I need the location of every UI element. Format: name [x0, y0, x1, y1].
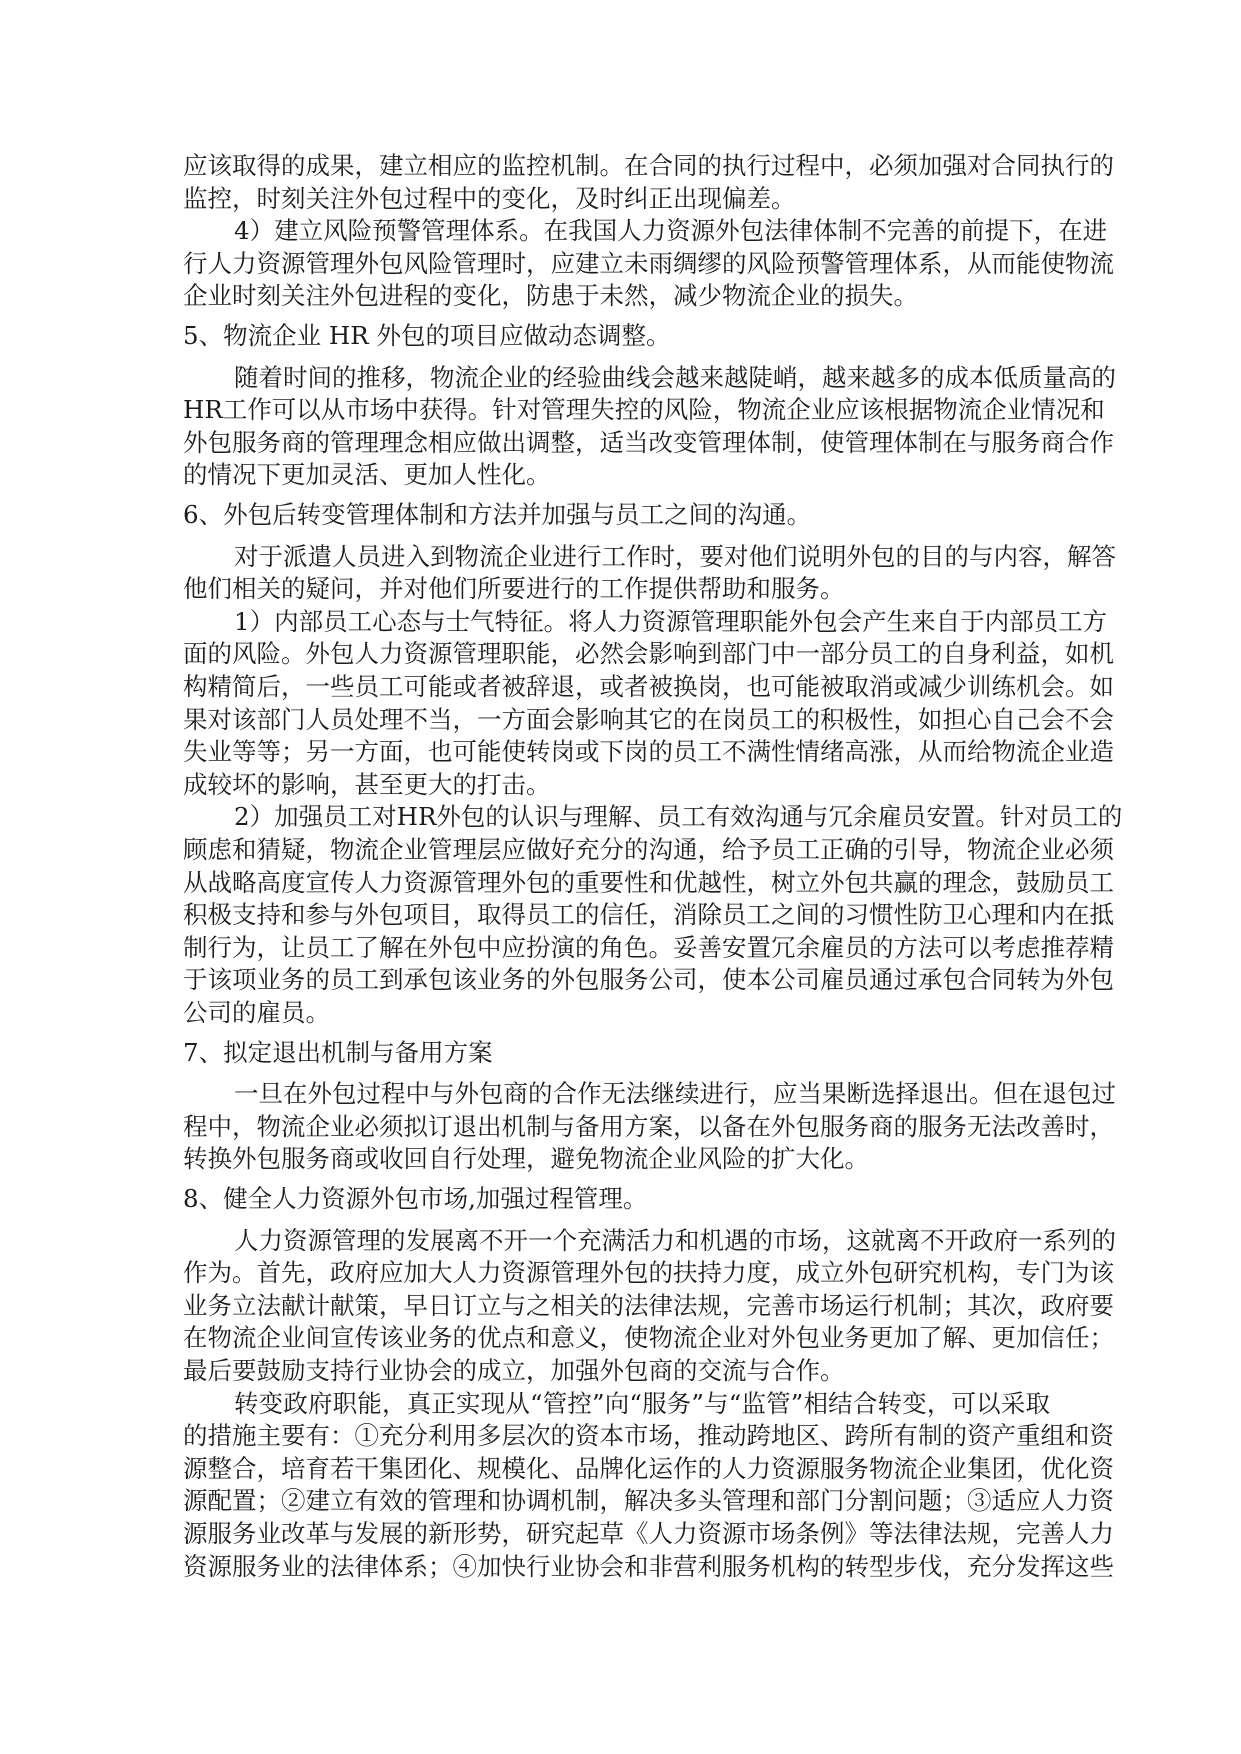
- text-line: 随着时间的推移，物流企业的经验曲线会越来越陡峭，越来越多的成本低质量高的: [234, 362, 1116, 392]
- text-line: 转变政府职能，真正实现从“管控”向“服务”与“监管”相结合转变，可以采取: [234, 1388, 1050, 1418]
- heading-text: 7、拟定退出机制与备用方案: [183, 1037, 493, 1067]
- text-line: 失业等等；另一方面，也可能使转岗或下岗的员工不满性情绪高涨，从而给物流企业造: [183, 737, 1114, 767]
- text-line: 监控，时刻关注外包过程中的变化，及时纠正出现偏差。: [183, 183, 796, 213]
- text-line: 企业时刻关注外包进程的变化，防患于未然，减少物流企业的损失。: [183, 281, 918, 311]
- text-line: 资源服务业的法律体系；④加快行业协会和非营利服务机构的转型步伐，充分发挥这些: [183, 1551, 1114, 1581]
- text-line: 源服务业改革与发展的新形势，研究起草《人力资源市场条例》等法律法规，完善人力: [183, 1519, 1114, 1548]
- text-line: 在物流企业间宣传该业务的优点和意义，使物流企业对外包业务更加了解、更加信任；: [183, 1323, 1114, 1353]
- text-line: 果对该部门人员处理不当，一方面会影响其它的在岗员工的积极性，如担心自己会不会: [183, 704, 1114, 734]
- text-line: 于该项业务的员工到承包该业务的外包服务公司，使本公司雇员通过承包合同转为外包: [183, 965, 1114, 995]
- text-line: 制行为，让员工了解在外包中应扮演的角色。妥善安置冗余雇员的方法可以考虑推荐精: [183, 932, 1114, 962]
- heading-text: 6、外包后转变管理体制和方法并加强与员工之间的沟通。: [183, 500, 812, 529]
- text-line: 对于派遣人员进入到物流企业进行工作时，要对他们说明外包的目的与内容，解答: [234, 541, 1116, 571]
- text-line: 成较坏的影响，甚至更大的打击。: [183, 769, 551, 799]
- text-line: 构精简后，一些员工可能或者被辞退，或者被换岗，也可能被取消或减少训练机会。如: [183, 672, 1114, 701]
- text-line: 作为。首先，政府应加大人力资源管理外包的扶持力度，成立外包研究机构，专门为该: [183, 1258, 1114, 1288]
- text-line: 的情况下更加灵活、更加人性化。: [183, 460, 551, 490]
- text-line: 积极支持和参与外包项目，取得员工的信任，消除员工之间的习惯性防卫心理和内在抵: [183, 900, 1114, 930]
- text-line: HR工作可以从市场中获得。针对管理失控的风险，物流企业应该根据物流企业情况和: [183, 395, 1105, 425]
- heading-text: 8、健全人力资源外包市场,加强过程管理。: [183, 1184, 648, 1213]
- text-line: 应该取得的成果，建立相应的监控机制。在合同的执行过程中，必须加强对合同执行的: [183, 151, 1114, 180]
- text-line: 行人力资源管理外包风险管理时，应建立未雨绸缪的风险预警管理体系，从而能使物流: [183, 248, 1114, 278]
- text-line: 4）建立风险预警管理体系。在我国人力资源外包法律体制不完善的前提下，在进: [234, 216, 1108, 246]
- heading-text: 5、物流企业 HR 外包的项目应做动态调整。: [183, 321, 671, 350]
- text-line: 从战略高度宣传人力资源管理外包的重要性和优越性，树立外包共赢的理念，鼓励员工: [183, 867, 1114, 897]
- text-line: 1）内部员工心态与士气特征。将人力资源管理职能外包会产生来自于内部员工方: [234, 606, 1108, 636]
- text-line: 源整合，培育若干集团化、规模化、品牌化运作的人力资源服务物流企业集团，优化资: [183, 1453, 1114, 1483]
- text-line: 业务立法献计献策，早日订立与之相关的法律法规，完善市场运行机制；其次，政府要: [183, 1290, 1114, 1320]
- text-line: 顾虑和猜疑，物流企业管理层应做好充分的沟通，给予员工正确的引导，物流企业必须: [183, 835, 1114, 864]
- text-line: 一旦在外包过程中与外包商的合作无法继续进行，应当果断选择退出。但在退包过: [234, 1079, 1116, 1109]
- text-line: 外包服务商的管理理念相应做出调整，适当改变管理体制，使管理体制在与服务商合作: [183, 427, 1114, 457]
- text-line: 转换外包服务商或收回自行处理，避免物流企业风险的扩大化。: [183, 1144, 869, 1174]
- text-line: 人力资源管理的发展离不开一个充满活力和机遇的市场，这就离不开政府一系列的: [234, 1225, 1116, 1255]
- text-line: 的措施主要有：①充分利用多层次的资本市场，推动跨地区、跨所有制的资产重组和资: [183, 1421, 1114, 1451]
- text-line: 他们相关的疑问，并对他们所要进行的工作提供帮助和服务。: [183, 574, 845, 604]
- text-line: 最后要鼓励支持行业协会的成立，加强外包商的交流与合作。: [183, 1356, 845, 1385]
- text-line: 程中，物流企业必须拟订退出机制与备用方案，以备在外包服务商的服务无法改善时，: [183, 1111, 1114, 1141]
- text-line: 面的风险。外包人力资源管理职能，必然会影响到部门中一部分员工的自身利益，如机: [183, 639, 1114, 669]
- text-line: 2）加强员工对HR外包的认识与理解、员工有效沟通与冗余雇员安置。针对员工的: [234, 802, 1123, 832]
- text-line: 公司的雇员。: [183, 998, 330, 1027]
- text-line: 源配置；②建立有效的管理和协调机制，解决多头管理和部门分割问题；③适应人力资: [183, 1486, 1114, 1516]
